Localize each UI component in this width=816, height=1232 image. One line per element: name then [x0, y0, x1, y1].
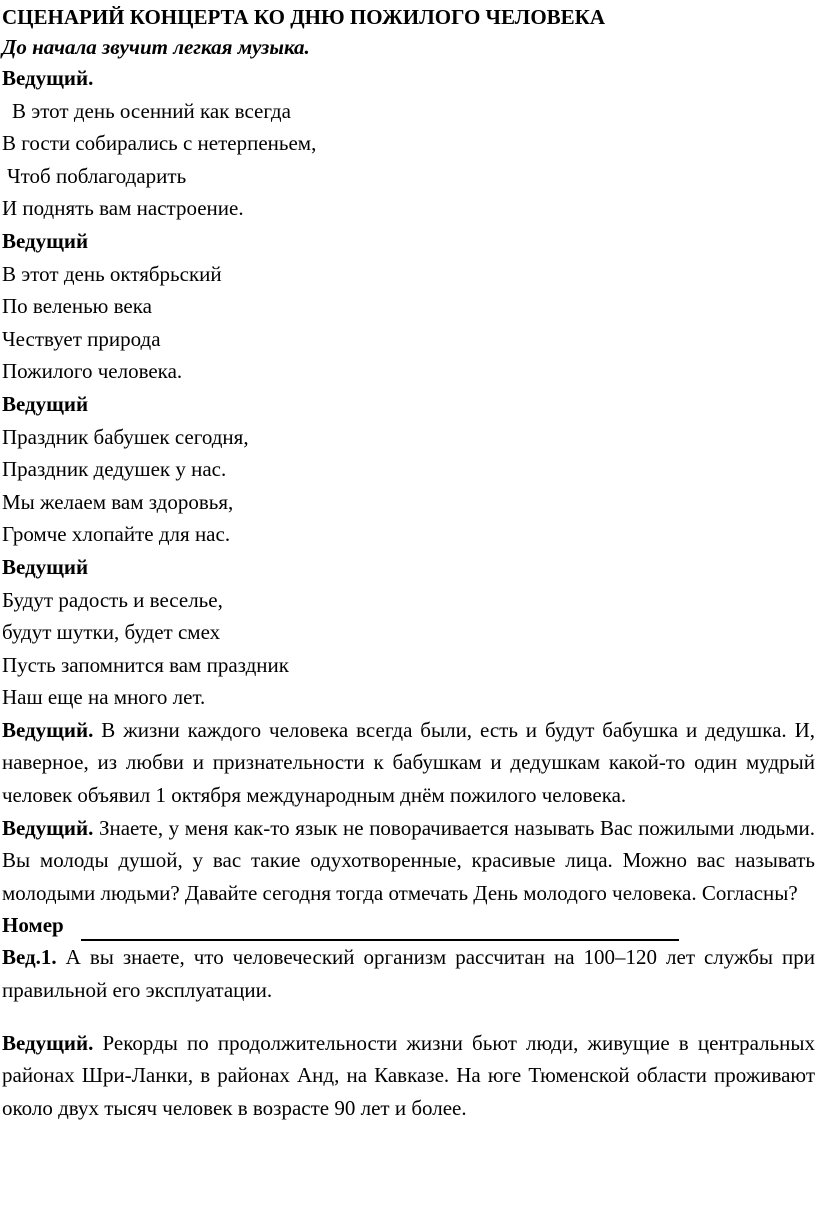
prose-paragraph: [2, 1027, 815, 1125]
prose-paragraph: [2, 714, 815, 812]
verse-line: Праздник бабушек сегодня,: [2, 424, 249, 449]
speaker-label: Ведущий: [2, 391, 89, 416]
prose-paragraph: [2, 941, 815, 1006]
verse-line: Пожилого человека.: [2, 359, 183, 384]
verse-line: В этот день осенний как всегда: [12, 98, 291, 123]
number-label: Номер: [2, 912, 64, 937]
fill-in-underline: [81, 917, 679, 941]
verse-line: По веленью века: [2, 294, 152, 319]
paragraph-text: В жизни каждого человека всегда были, есть и будут бабушка и дедушка. И, наверное, из любви и признательности к бабушкам и дедушкам какой-то один мудрый человек объявил 1 октября международным днём пожилого человека.: [2, 717, 815, 808]
verse-line: Будут радость и веселье,: [2, 587, 223, 612]
verse-line: Пусть запомнится вам праздник: [2, 652, 289, 677]
verse-line: Праздник дедушек у нас.: [2, 457, 227, 482]
speaker-label: Вед.1.: [2, 945, 57, 970]
verse-line: И поднять вам настроение.: [2, 196, 244, 221]
verse-line: будут шутки, будет смех: [2, 620, 221, 645]
paragraph-text: Знаете, у меня как-то язык не поворачивается называть Вас пожилыми людьми. Вы молоды душой, у вас такие одухотворенные, красивые лица. Можно вас называть молодыми людьми? Давайте сегодня тогда отмечать День молодого человека. Согласны?: [2, 815, 815, 905]
document-title: СЦЕНАРИЙ КОНЦЕРТА КО ДНЮ ПОЖИЛОГО ЧЕЛОВЕКА: [2, 5, 606, 29]
speaker-label: Ведущий.: [2, 815, 94, 840]
speaker-label: Ведущий: [2, 228, 89, 253]
verse-line: Наш еще на много лет.: [2, 685, 206, 710]
verse-line: В гости собирались с нетерпеньем,: [2, 131, 317, 156]
verse-line: В этот день октябрьский: [2, 261, 222, 286]
number-row: [2, 909, 816, 941]
paragraph-gap: [2, 1007, 816, 1027]
speaker-label: Ведущий.: [2, 66, 94, 90]
intro-direction: До начала звучит легкая музыка.: [2, 35, 310, 59]
paragraph-text: Рекорды по продолжительности жизни бьют люди, живущие в центральных районах Шри-Ланки, в районах Анд, на Кавказе. На юге Тюменской области проживают около двух тысяч человек в возрасте 90 лет и более.: [2, 1030, 815, 1120]
prose-paragraph: [2, 812, 815, 910]
verse-line: Мы желаем вам здоровья,: [2, 489, 234, 514]
verse-line: Чтоб поблагодарить: [7, 163, 187, 188]
verse-line: Громче хлопайте для нас.: [2, 522, 231, 547]
speaker-label: Ведущий: [2, 554, 89, 579]
speaker-label: Ведущий.: [2, 717, 94, 742]
paragraph-text: А вы знаете, что человеческий организм рассчитан на 100–120 лет службы при правильной его эксплуатации.: [2, 945, 815, 1003]
speaker-label: Ведущий.: [2, 1030, 94, 1055]
verse-line: Чествует природа: [2, 326, 161, 351]
